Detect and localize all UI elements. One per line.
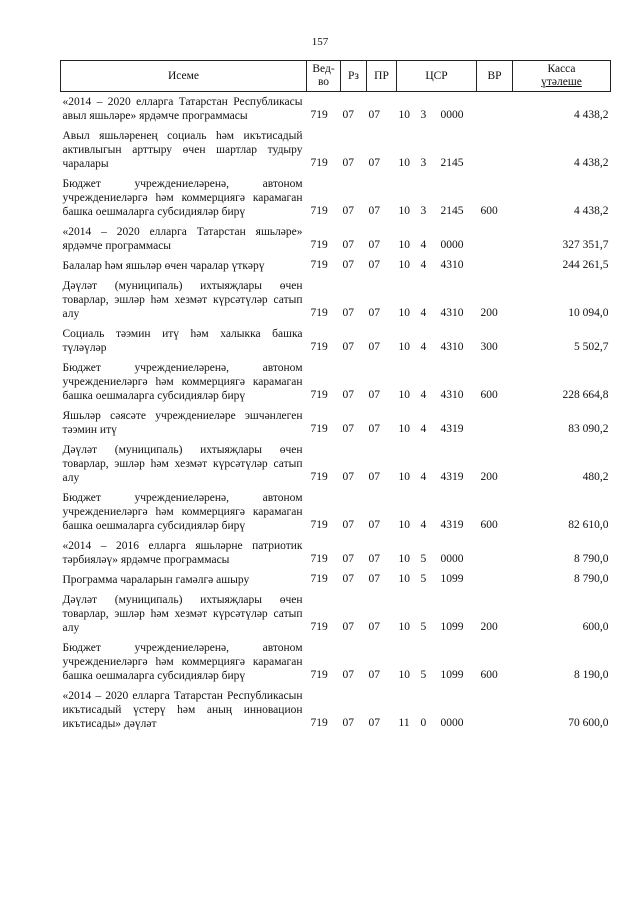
row-pr: 07 (368, 471, 380, 483)
row-name: «2014 – 2020 елларга Татарстан Республикасын икътисадый үстерү һәм аның инновацион икътисады» дәүләт (62, 690, 303, 730)
row-amount: 480,2 (582, 471, 609, 483)
header-vr: ВР (477, 61, 513, 92)
row-rz: 07 (342, 341, 354, 353)
row-vedomstvo: 719 (310, 717, 328, 729)
header-name: Исеме (61, 61, 307, 92)
row-csr-code: 2145 (440, 205, 464, 217)
row-csr-code: 4319 (440, 423, 464, 435)
header-vedomstvo (307, 61, 341, 92)
row-rz: 07 (342, 109, 354, 121)
row-rz: 07 (342, 621, 354, 633)
row-vr: 600 (480, 205, 498, 217)
header-kassa-line2: үтәлеше (541, 76, 582, 88)
row-name: Балалар һәм яшьләр өчен чаралар үткәрү (62, 260, 265, 272)
header-vedomstvo-line2: во (317, 76, 330, 88)
row-vr: 600 (480, 669, 498, 681)
row-vr (477, 686, 513, 734)
row-csr-code: 4310 (440, 307, 464, 319)
table-row (61, 256, 611, 276)
header-rz: Рз (341, 61, 367, 92)
row-name: Бюджет учреждениеләренә, автоном учреждениеләргә һәм коммерциягә карамаган башка оешмаларга субсидияләр бирү (62, 178, 303, 218)
row-amount: 5 502,7 (574, 341, 609, 353)
row-rz: 07 (342, 423, 354, 435)
row-vr (477, 536, 513, 570)
table-row (61, 276, 611, 324)
row-vedomstvo: 719 (310, 157, 328, 169)
row-csr-subprogram: 5 (420, 553, 427, 565)
row-csr-program: 10 (398, 423, 410, 435)
row-amount: 10 094,0 (568, 307, 609, 319)
row-rz: 07 (342, 239, 354, 251)
row-csr-program: 10 (398, 307, 410, 319)
row-rz: 07 (342, 553, 354, 565)
row-csr-code: 0000 (440, 239, 464, 251)
row-csr-code: 4310 (440, 259, 464, 271)
row-pr: 07 (368, 307, 380, 319)
row-vedomstvo: 719 (310, 669, 328, 681)
row-vedomstvo: 719 (310, 205, 328, 217)
row-name: «2014 – 2016 елларга яшьләрне патриотик тәрбияләү» ярдәмче программасы (62, 540, 303, 566)
row-csr-program: 10 (398, 157, 410, 169)
row-csr-subprogram: 4 (420, 389, 427, 401)
header-kassa (513, 61, 611, 92)
row-amount: 4 438,2 (574, 109, 609, 121)
table-row (61, 92, 611, 127)
row-vedomstvo: 719 (310, 109, 328, 121)
row-vr: 600 (480, 519, 498, 531)
page-number: 157 (311, 36, 329, 48)
row-csr-program: 10 (398, 259, 410, 271)
row-csr-subprogram: 0 (420, 717, 427, 729)
row-vedomstvo: 719 (310, 553, 328, 565)
table-row (61, 126, 611, 174)
table-row (61, 536, 611, 570)
row-csr-subprogram: 4 (420, 519, 427, 531)
table-row (61, 222, 611, 256)
row-csr-subprogram: 4 (420, 239, 427, 251)
row-rz: 07 (342, 573, 354, 585)
row-pr: 07 (368, 205, 380, 217)
row-amount: 82 610,0 (568, 519, 609, 531)
row-csr-program: 10 (398, 109, 410, 121)
row-csr-code: 0000 (440, 109, 464, 121)
row-pr: 07 (368, 553, 380, 565)
row-name: Социаль тәэмин итү һәм халыкка башка түләүләр (62, 328, 303, 354)
row-csr-program: 10 (398, 621, 410, 633)
table-row (61, 590, 611, 638)
row-pr: 07 (368, 239, 380, 251)
row-vr: 200 (480, 471, 498, 483)
row-vedomstvo: 719 (310, 307, 328, 319)
table-row (61, 488, 611, 536)
row-name: «2014 – 2020 елларга Татарстан Республикасы авыл яшьләре» ярдәмче программасы (62, 96, 303, 122)
row-vr: 200 (480, 621, 498, 633)
row-vr: 600 (480, 389, 498, 401)
row-vedomstvo: 719 (310, 389, 328, 401)
row-amount: 4 438,2 (574, 205, 609, 217)
row-pr: 07 (368, 259, 380, 271)
row-name: Бюджет учреждениеләренә, автоном учреждениеләргә һәм коммерциягә карамаган башка оешмаларга субсидияләр бирү (62, 642, 303, 682)
row-vedomstvo: 719 (310, 573, 328, 585)
row-pr: 07 (368, 519, 380, 531)
row-csr-subprogram: 3 (420, 157, 427, 169)
row-rz: 07 (342, 669, 354, 681)
table-row (61, 358, 611, 406)
row-pr: 07 (368, 669, 380, 681)
header-vedomstvo-line1: Вед- (312, 63, 335, 75)
row-vedomstvo: 719 (310, 239, 328, 251)
row-amount: 8 790,0 (574, 553, 609, 565)
row-amount: 327 351,7 (562, 239, 609, 251)
row-csr-program: 10 (398, 341, 410, 353)
table-header (61, 61, 611, 92)
row-csr-subprogram: 5 (420, 573, 427, 585)
table-row (61, 638, 611, 686)
header-kassa-line1: Касса (547, 63, 576, 75)
row-vr (477, 256, 513, 276)
table-row (61, 406, 611, 440)
row-csr-code: 2145 (440, 157, 464, 169)
row-name: Программа чараларын гамәлгә ашыру (62, 574, 250, 586)
table-body (61, 92, 611, 735)
row-name: Дәүләт (муниципаль) ихтыяҗлары өчен товарлар, эшләр һәм хезмәт күрсәтүләр сатып алу (62, 444, 303, 484)
row-rz: 07 (342, 157, 354, 169)
row-rz: 07 (342, 389, 354, 401)
row-csr-subprogram: 4 (420, 259, 427, 271)
row-pr: 07 (368, 621, 380, 633)
row-csr-subprogram: 5 (420, 621, 427, 633)
row-pr: 07 (368, 157, 380, 169)
row-vedomstvo: 719 (310, 259, 328, 271)
row-pr: 07 (368, 389, 380, 401)
header-pr: ПР (367, 61, 397, 92)
row-csr-subprogram: 3 (420, 109, 427, 121)
row-csr-code: 1099 (440, 573, 464, 585)
row-csr-program: 10 (398, 519, 410, 531)
table-row (61, 324, 611, 358)
row-vr: 200 (480, 307, 498, 319)
table-row (61, 570, 611, 590)
row-csr-subprogram: 4 (420, 423, 427, 435)
row-name: Бюджет учреждениеләренә, автоном учреждениеләргә һәм коммерциягә карамаган башка оешмаларга субсидияләр бирү (62, 362, 303, 402)
row-vr (477, 222, 513, 256)
row-rz: 07 (342, 205, 354, 217)
row-vr (477, 92, 513, 127)
row-csr-code: 0000 (440, 553, 464, 565)
row-amount: 4 438,2 (574, 157, 609, 169)
row-vedomstvo: 719 (310, 341, 328, 353)
row-amount: 8 190,0 (574, 669, 609, 681)
row-pr: 07 (368, 423, 380, 435)
row-name: Бюджет учреждениеләренә, автоном учреждениеләргә һәм коммерциягә карамаган башка оешмаларга субсидияләр бирү (62, 492, 303, 532)
row-pr: 07 (368, 717, 380, 729)
row-name: Дәүләт (муниципаль) ихтыяҗлары өчен товарлар, эшләр һәм хезмәт күрсәтүләр сатып алу (62, 594, 303, 634)
row-csr-program: 10 (398, 573, 410, 585)
row-csr-code: 4310 (440, 389, 464, 401)
row-csr-code: 1099 (440, 669, 464, 681)
row-csr-code: 4319 (440, 471, 464, 483)
header-csr: ЦСР (397, 61, 477, 92)
row-rz: 07 (342, 307, 354, 319)
table-row (61, 686, 611, 734)
row-pr: 07 (368, 109, 380, 121)
row-csr-program: 10 (398, 389, 410, 401)
row-csr-subprogram: 4 (420, 341, 427, 353)
row-rz: 07 (342, 471, 354, 483)
row-amount: 83 090,2 (568, 423, 609, 435)
row-name: Дәүләт (муниципаль) ихтыяҗлары өчен товарлар, эшләр һәм хезмәт күрсәтүләр сатып алу (62, 280, 303, 320)
row-csr-program: 10 (398, 205, 410, 217)
row-vedomstvo: 719 (310, 519, 328, 531)
row-name: Яшьләр сәясәте учреждениеләре эшчәнлеген тәэмин итү (62, 410, 303, 436)
row-amount: 600,0 (582, 621, 609, 633)
row-vr (477, 126, 513, 174)
row-amount: 228 664,8 (562, 389, 609, 401)
row-csr-program: 10 (398, 471, 410, 483)
row-csr-program: 10 (398, 553, 410, 565)
row-vr (477, 570, 513, 590)
row-csr-program: 10 (398, 669, 410, 681)
row-rz: 07 (342, 717, 354, 729)
row-csr-subprogram: 5 (420, 669, 427, 681)
row-csr-code: 4319 (440, 519, 464, 531)
table-row (61, 440, 611, 488)
row-vedomstvo: 719 (310, 621, 328, 633)
row-csr-code: 0000 (440, 717, 464, 729)
row-csr-subprogram: 3 (420, 205, 427, 217)
row-csr-program: 10 (398, 239, 410, 251)
row-name: Авыл яшьләренең социаль һәм икътисадый активлыгын арттыру өчен шартлар тудыру чаралары (62, 130, 303, 170)
row-csr-code: 4310 (440, 341, 464, 353)
row-csr-subprogram: 4 (420, 307, 427, 319)
row-pr: 07 (368, 341, 380, 353)
row-csr-subprogram: 4 (420, 471, 427, 483)
budget-table (60, 60, 611, 734)
row-amount: 70 600,0 (568, 717, 609, 729)
row-rz: 07 (342, 519, 354, 531)
row-vr (477, 406, 513, 440)
row-amount: 244 261,5 (562, 259, 609, 271)
row-vedomstvo: 719 (310, 423, 328, 435)
row-pr: 07 (368, 573, 380, 585)
row-vr: 300 (480, 341, 498, 353)
row-csr-program: 11 (398, 717, 410, 729)
row-vedomstvo: 719 (310, 471, 328, 483)
row-rz: 07 (342, 259, 354, 271)
row-name: «2014 – 2020 елларга Татарстан яшьләре» ярдәмче программасы (62, 226, 303, 252)
row-amount: 8 790,0 (574, 573, 609, 585)
row-csr-code: 1099 (440, 621, 464, 633)
table-row (61, 174, 611, 222)
